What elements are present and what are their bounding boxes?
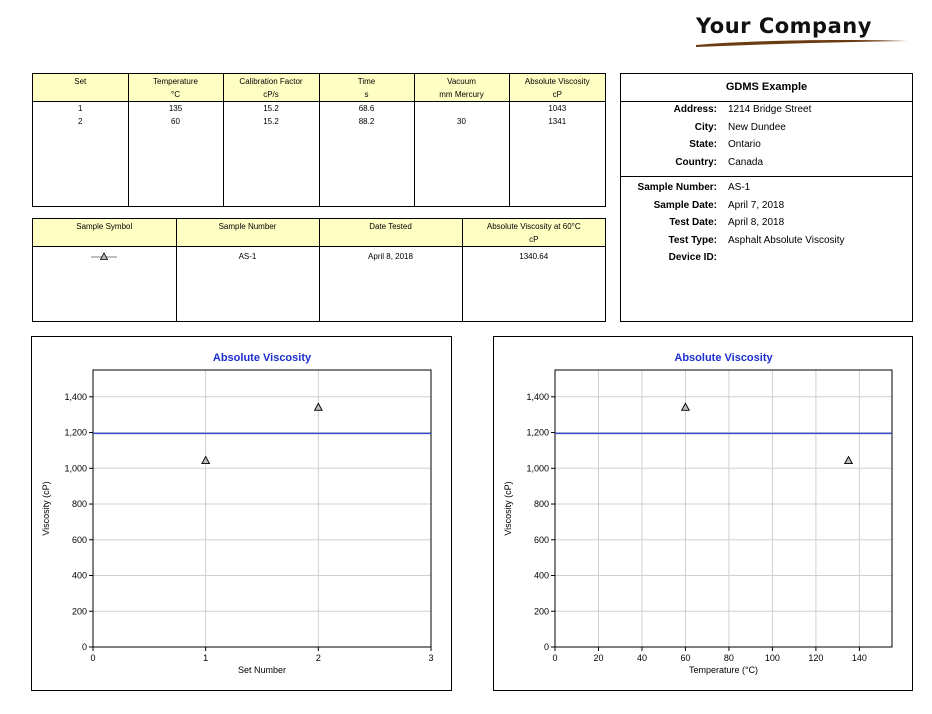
company-logo xyxy=(680,10,910,50)
column-header: Calibration Factor xyxy=(223,74,319,88)
info-field-label: Sample Number: xyxy=(637,182,717,193)
x-tick-label: 0 xyxy=(90,653,96,663)
column-header: Absolute Viscosity at 60°C xyxy=(462,219,605,233)
info-field xyxy=(621,235,912,252)
info-field xyxy=(621,217,912,234)
x-tick-label: 2 xyxy=(315,653,321,663)
table-cell: 1341 xyxy=(509,115,605,128)
table-cell: 60 xyxy=(128,115,223,128)
y-tick-label: 1,400 xyxy=(64,391,87,402)
x-axis-label: Temperature (°C) xyxy=(688,665,759,675)
table-cell: 88.2 xyxy=(319,115,414,128)
column-unit xyxy=(33,88,128,102)
table-cell: 135 xyxy=(128,102,223,116)
y-tick-label: 400 xyxy=(71,570,87,581)
column-unit xyxy=(319,233,462,247)
viscosity-vs-temperature-chart xyxy=(494,337,912,690)
table-cell: April 8, 2018 xyxy=(319,247,462,267)
table-cell: 68.6 xyxy=(319,102,414,116)
column-header: Date Tested xyxy=(319,219,462,233)
y-tick-label: 1,200 xyxy=(64,427,87,438)
table-row xyxy=(33,247,605,267)
table-cell: 1043 xyxy=(509,102,605,116)
y-tick-label: 1,400 xyxy=(526,391,549,402)
column-unit: °C xyxy=(128,88,223,102)
info-field-value: April 8, 2018 xyxy=(728,217,785,228)
table-cell: 2 xyxy=(78,117,83,126)
table-row xyxy=(33,115,605,128)
plot-area xyxy=(555,370,892,647)
info-field-label: Country: xyxy=(675,156,717,168)
info-field-label: Sample Date: xyxy=(653,199,717,211)
tests-table xyxy=(33,74,605,206)
y-tick-label: 200 xyxy=(533,606,549,617)
info-field xyxy=(621,122,912,139)
info-field xyxy=(621,252,912,269)
table-header-row xyxy=(33,219,605,233)
x-tick-label: 1 xyxy=(203,653,209,663)
info-field xyxy=(621,104,912,121)
table-cell: 15.2 xyxy=(223,102,319,116)
info-section-divider xyxy=(621,176,912,177)
column-header: Absolute Viscosity xyxy=(509,74,605,88)
info-title-divider xyxy=(621,101,912,102)
triangle-marker-icon xyxy=(89,251,119,261)
x-tick-label: 20 xyxy=(593,653,604,663)
sample-symbol-cell xyxy=(33,247,176,267)
column-unit xyxy=(33,233,176,247)
table-unit-row xyxy=(33,233,605,247)
x-axis-label: Set Number xyxy=(237,665,287,675)
chart-frame-set-number xyxy=(31,336,452,691)
info-field-label: Test Type: xyxy=(668,234,717,246)
column-header: Vacuum xyxy=(414,74,509,88)
column-unit xyxy=(176,233,319,247)
column-header: Sample Symbol xyxy=(33,219,176,233)
info-field xyxy=(621,200,912,217)
y-tick-label: 200 xyxy=(71,606,87,617)
y-tick-label: 0 xyxy=(81,642,87,652)
x-tick-label: 3 xyxy=(428,653,434,663)
logo-swoosh-icon xyxy=(694,37,909,49)
data-point-triangle xyxy=(315,403,323,410)
table-cell: 1 xyxy=(78,104,83,113)
info-field xyxy=(621,139,912,156)
plot-area xyxy=(93,370,431,647)
y-tick-label: 1,000 xyxy=(64,463,87,474)
x-tick-label: 140 xyxy=(851,653,867,663)
column-unit: cP xyxy=(462,233,605,247)
column-unit: cP xyxy=(509,88,605,102)
info-field xyxy=(621,182,912,199)
table-cell xyxy=(414,102,509,116)
company-logo-text: Your Company xyxy=(696,14,872,38)
y-axis-label: Viscosity (cP) xyxy=(503,481,513,536)
y-tick-label: 800 xyxy=(533,499,549,510)
y-tick-label: 0 xyxy=(543,642,549,652)
info-field-label: Test Date: xyxy=(669,217,717,228)
table-cell: 15.2 xyxy=(223,115,319,128)
info-field xyxy=(621,157,912,174)
viscosity-vs-set-chart xyxy=(32,337,451,690)
column-unit: mm Mercury xyxy=(414,88,509,102)
column-header: Temperature xyxy=(128,74,223,88)
y-tick-label: 1,200 xyxy=(526,427,549,438)
data-point-triangle xyxy=(682,403,690,410)
table-cell: 30 xyxy=(414,115,509,128)
y-tick-label: 1,000 xyxy=(526,463,549,474)
chart-frame-temperature xyxy=(493,336,913,691)
table-header-row xyxy=(33,74,605,88)
x-tick-label: 100 xyxy=(764,653,780,663)
column-header: Time xyxy=(319,74,414,88)
table-cell: 1340.64 xyxy=(462,247,605,267)
info-field-label: Device ID: xyxy=(668,252,717,263)
column-header: Sample Number xyxy=(176,219,319,233)
table-row xyxy=(33,102,605,116)
y-tick-label: 600 xyxy=(71,534,87,545)
x-tick-label: 40 xyxy=(636,653,647,663)
data-point-triangle xyxy=(845,457,853,464)
info-field-label: City: xyxy=(694,121,717,133)
chart-title: Absolute Viscosity xyxy=(212,352,312,364)
y-axis-label: Viscosity (cP) xyxy=(41,481,51,536)
table-unit-row xyxy=(33,88,605,102)
info-field-value: Asphalt Absolute Viscosity xyxy=(728,234,845,246)
y-tick-label: 800 xyxy=(71,499,87,510)
info-field-value: April 7, 2018 xyxy=(728,199,785,211)
y-tick-label: 400 xyxy=(533,570,549,581)
info-field-value: 1214 Bridge Street xyxy=(728,104,812,115)
x-tick-label: 0 xyxy=(552,653,558,663)
x-tick-label: 60 xyxy=(680,653,691,663)
x-tick-label: 120 xyxy=(808,653,824,663)
table-filler-row xyxy=(33,267,605,322)
data-point-triangle xyxy=(202,457,210,464)
info-field-label: Address: xyxy=(673,104,717,115)
summary-table xyxy=(33,219,605,321)
info-field-value: New Dundee xyxy=(728,121,786,133)
info-field-value: Ontario xyxy=(728,139,761,150)
info-field-label: State: xyxy=(689,139,717,150)
info-title: GDMS Example xyxy=(725,81,808,93)
info-field-value: AS-1 xyxy=(728,182,751,193)
table-filler-row xyxy=(33,128,605,206)
table-cell: AS-1 xyxy=(176,247,319,267)
column-unit: s xyxy=(319,88,414,102)
x-tick-label: 80 xyxy=(723,653,734,663)
column-unit: cP/s xyxy=(223,88,319,102)
info-panel xyxy=(620,73,913,322)
y-tick-label: 600 xyxy=(533,534,549,545)
column-header: Set xyxy=(33,74,128,88)
info-field-value: Canada xyxy=(728,156,764,168)
chart-title: Absolute Viscosity xyxy=(674,352,773,364)
